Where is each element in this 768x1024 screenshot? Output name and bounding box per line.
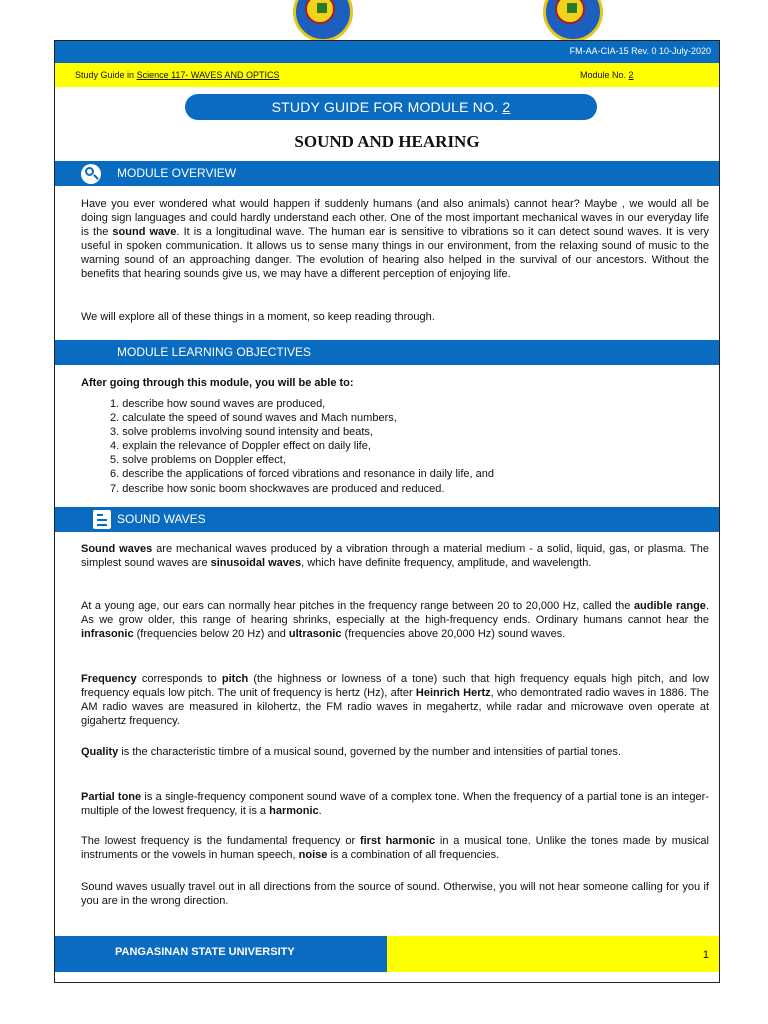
overview-paragraph: Have you ever wondered what would happen if suddenly humans (and also animals) cannot hear? Maybe , we would all be doing sign languages and could hardly understand each other. One of the most important mechanical waves in our everyday life is the sound wave. It is a longitudinal wave. The human ear is sensitive to vibrations so it can detect sound waves. It is very useful in spoken communication. It allows us to sense many things in our environment, from the relaxing sound of music to the warning sound of an approaching danger. The evolution of hearing also helped in the survival of our ancestors. Without the benefits that hearing sounds give us, we may have a different perception of enjoying life. (81, 198, 709, 281)
footer-page-box (387, 936, 719, 972)
form-code: FM-AA-CIA-15 Rev. 0 10-July-2020 (569, 46, 711, 56)
banner-text: STUDY GUIDE FOR MODULE NO. (271, 99, 499, 115)
section-header-objectives (55, 340, 719, 365)
list-item: 1. describe how sound waves are produced, (110, 398, 326, 410)
section-title: MODULE LEARNING OBJECTIVES (117, 345, 312, 359)
section-title: SOUND WAVES (117, 512, 206, 526)
magnifier-icon (81, 164, 101, 184)
list-item: 3. solve problems involving sound intensity and beats, (110, 426, 373, 439)
list-item: 2. calculate the speed of sound waves and Mach numbers, (110, 412, 397, 425)
list-item: 7. describe how sonic boom shockwaves are produced and reduced. (110, 482, 445, 495)
course-info (75, 70, 279, 80)
section-title: MODULE OVERVIEW (117, 166, 237, 180)
overview-paragraph-2: We will explore all of these things in a moment, so keep reading through. (81, 311, 435, 323)
page-number: 1 (702, 949, 709, 961)
direction-paragraph: Sound waves usually travel out in all directions from the source of sound. Otherwise, you will not hear someone calling for you if you are in the wrong direction. (81, 881, 709, 908)
university-seal-logo (290, 0, 356, 44)
module-label: Module No. (580, 70, 627, 80)
course-name: Science 117- WAVES AND OPTICS (136, 70, 280, 80)
harmonic-paragraph: The lowest frequency is the fundamental frequency or first harmonic in a musical tone. Unlike the tones made by musical instruments or the vowels in human speech, noise is a combination of all frequencies. (81, 835, 709, 862)
module-info (580, 70, 634, 80)
list-item: 5. solve problems on Doppler effect, (110, 454, 286, 467)
sound-waves-paragraph: Sound waves are mechanical waves produced by a vibration through a material medium - a solid, liquid, gas, or plasma. The simplest sound waves are sinusoidal waves, which have definite frequency, amplitude, and wavelength. (81, 543, 710, 570)
course-bar (55, 63, 719, 87)
university-name: PANGASINAN STATE UNIVERSITY (115, 946, 295, 958)
audible-range-paragraph: At a young age, our ears can normally hear pitches in the frequency range between 20 to 20,000 Hz, called the audible range. As we grow older, this range of hearing shrinks, especially at the high-frequency ends. Ordinary humans cannot hear the infrasonic (frequencies below 20 Hz) and ultrasonic (frequencies above 20,000 Hz) sound waves. (81, 600, 709, 641)
study-guide-prefix: Study Guide in (75, 70, 135, 80)
list-item: 6. describe the applications of forced vibrations and resonance in daily life, and (110, 468, 495, 481)
section-header-overview (55, 161, 719, 186)
study-guide-banner (185, 94, 597, 120)
page-title: SOUND AND HEARING (294, 132, 480, 151)
campus-seal-logo (540, 0, 606, 44)
quality-paragraph: Quality is the characteristic timbre of a musical sound, governed by the number and intensities of partial tones. (81, 746, 621, 758)
section-header-sound-waves (55, 507, 719, 532)
partial-tone-paragraph: Partial tone is a single-frequency component sound wave of a complex tone. When the frequency of a partial tone is an integer-multiple of the lowest frequency, it is a harmonic. (81, 791, 709, 818)
list-item: 4. explain the relevance of Doppler effect on daily life, (110, 440, 371, 453)
header-bar (55, 41, 719, 63)
frequency-paragraph: Frequency corresponds to pitch (the highness or lowness of a tone) such that high frequency equals high pitch, and low frequency equals low pitch. The unit of frequency is hertz (Hz), after Heinrich Hertz, who demontrated radio waves in 1886. The AM radio waves are measured in kilohertz, the FM radio waves in megahertz, while radar and microwave oven operate at gigahertz frequency. (81, 673, 709, 728)
footer-bar (55, 936, 387, 972)
banner-number: 2 (502, 99, 511, 115)
objectives-intro: After going through this module, you will be able to: (81, 377, 354, 389)
objectives-list (110, 397, 494, 496)
module-number: 2 (628, 70, 634, 80)
document-icon (93, 510, 111, 529)
